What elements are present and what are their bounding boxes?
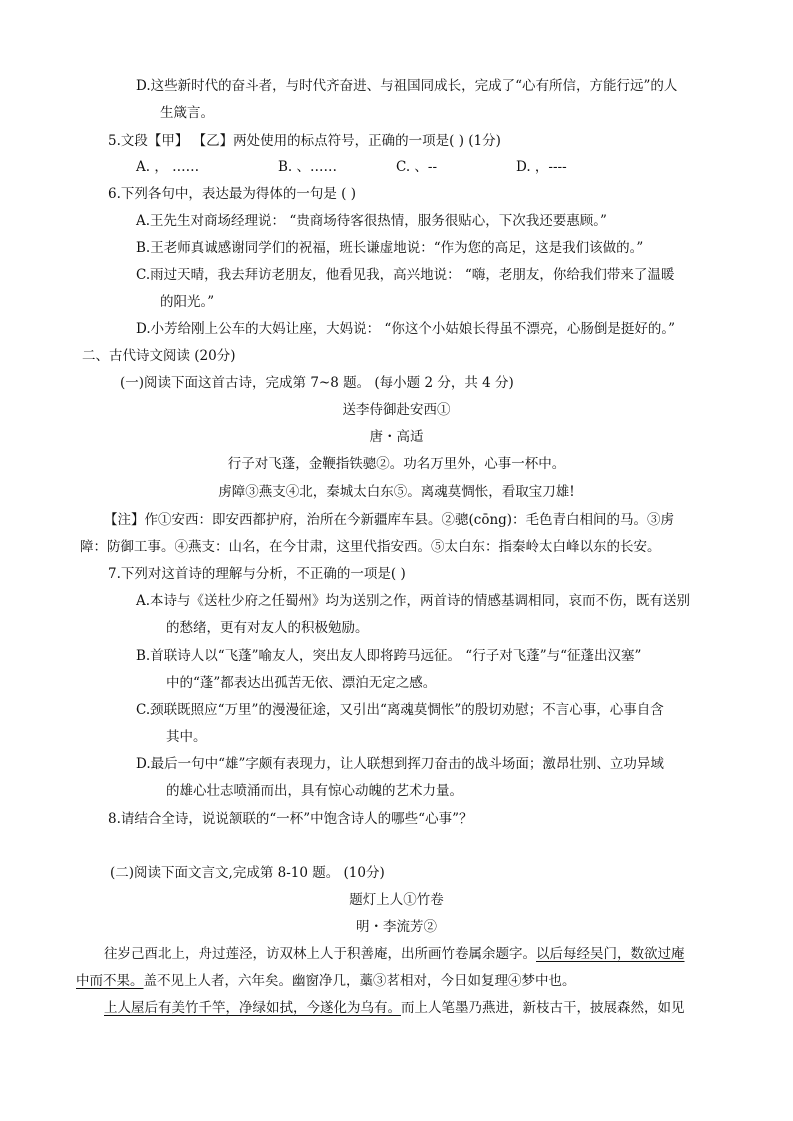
- q6-option-a: A.王先生对商场经理说： “贵商场待客很热情，服务很贴心，下次我还要惠顾。”: [136, 213, 607, 229]
- q6-stem: 6.下列各句中，表达最为得体的一句是 ( ): [108, 186, 356, 202]
- poem-author: 唐・高适: [369, 429, 424, 445]
- prose-title: 题灯上人①竹卷: [349, 892, 444, 908]
- q5-option-a: A. ， ……: [136, 159, 200, 175]
- prose-text: 而上人笔墨乃燕进，新枝古干，披展森然，如见: [401, 1000, 685, 1016]
- q7-option-d-line1: D.最后一句中“雄”字颇有表现力，让人联想到挥刀奋击的战斗场面；激昂壮别、立功异域: [136, 756, 664, 772]
- q6-option-c-line1: C.雨过天晴，我去拜访老朋友，他看见我，高兴地说： “嗨，老朋友，你给我们带来了温暖: [136, 267, 675, 283]
- underlined-sentence: 中而不果。: [76, 973, 144, 989]
- q7-option-c-line2: 其中。: [166, 729, 207, 745]
- part1-intro: (一)阅读下面这首古诗，完成第 7~8 题。 (每小题 2 分，共 4 分): [120, 375, 514, 391]
- underlined-sentence: 以后每经吴门，数欲过庵: [536, 946, 685, 962]
- prose-paragraph-line3: [104, 998, 685, 1018]
- section-heading: 二、古代诗文阅读 (20分): [82, 348, 236, 364]
- q5-option-d: D. ，----: [516, 159, 567, 175]
- q6-option-b: B.王老师真诚感谢同学们的祝福，班长谦虚地说：“作为您的高足，这是我们该做的。”: [136, 240, 644, 256]
- q5-option-c: C. 、--: [396, 159, 438, 175]
- q7-option-c-line1: C.颈联既照应“万里”的漫漫征途，又引出“离魂莫惆怅”的殷切劝慰；不言心事，心事自含: [136, 702, 664, 718]
- q7-option-a-line1: A.本诗与《送杜少府之任蜀州》均为送别之作，两首诗的情感基调相同，哀而不伤，既有送别: [136, 593, 691, 609]
- q8-stem: 8.请结合全诗，说说颔联的“一杯”中饱含诗人的哪些“心事”？: [108, 811, 473, 827]
- poem-note-line1: 【注】作①安西：即安西都护府，治所在今新疆库车县。②骢(cōng)：毛色青白相间的马。③虏: [104, 512, 675, 528]
- q7-option-b-line2: 中的“蓬”都表达出孤苦无依、漂泊无定之感。: [166, 675, 437, 691]
- q7-stem: 7.下列对这首诗的理解与分析，不正确的一项是( ): [108, 566, 406, 582]
- q6-option-d: D.小芳给刚上公车的大妈让座，大妈说： “你这个小姑娘长得虽不漂亮，心肠倒是挺好的。”: [136, 321, 675, 337]
- q7-option-b-line1: B.首联诗人以“飞蓬”喻友人，突出友人即将跨马远征。 “行子对飞蓬”与“征蓬出汉塞”: [136, 648, 642, 664]
- q5-option-b: B. 、……: [278, 159, 338, 175]
- q6-option-c-line2: 的阳光。”: [160, 294, 215, 310]
- poem-line-2: 虏障③燕支④北，秦城太白东⑤。离魂莫惆怅，看取宝刀雄!: [218, 484, 575, 500]
- underlined-sentence: 上人屋后有美竹千竿，净绿如拭，今遂化为乌有。: [104, 1000, 401, 1016]
- q5-stem: 5.文段【甲】 【乙】两处使用的标点符号，正确的一项是( ) (1分): [108, 133, 501, 149]
- q4-option-d-line2: 生箴言。: [160, 105, 214, 121]
- prose-text: 盖不见上人者，六年矣。幽窗净几，藁③茗相对，今日如复理④梦中也。: [143, 973, 576, 989]
- part2-intro: (二)阅读下面文言文,完成第 8-10 题。 (10分): [110, 865, 385, 881]
- prose-author: 明・李流芳②: [356, 919, 437, 935]
- poem-line-1: 行子对飞蓬，金鞭指铁骢②。功名万里外，心事一杯中。: [227, 456, 566, 472]
- q4-option-d-line1: D.这些新时代的奋斗者，与时代齐奋进、与祖国同成长，完成了“心有所信，方能行远”的人: [136, 78, 678, 94]
- poem-note-line2: 障：防御工事。④燕支：山名，在今甘肃，这里代指安西。⑤太白东：指秦岭太白峰以东的长安。: [80, 539, 661, 555]
- prose-paragraph-line1: [104, 944, 685, 964]
- prose-paragraph-line2: [76, 971, 576, 991]
- poem-title: 送李侍御赴安西①: [342, 402, 451, 418]
- q7-option-a-line2: 的愁绪，更有对友人的积极勉励。: [166, 620, 369, 636]
- prose-text: 往岁己酉北上，舟过莲泾，访双林上人于积善庵，出所画竹卷属余题字。: [104, 946, 536, 962]
- q7-option-d-line2: 的雄心壮志喷涌而出，具有惊心动魄的艺术力量。: [166, 783, 463, 799]
